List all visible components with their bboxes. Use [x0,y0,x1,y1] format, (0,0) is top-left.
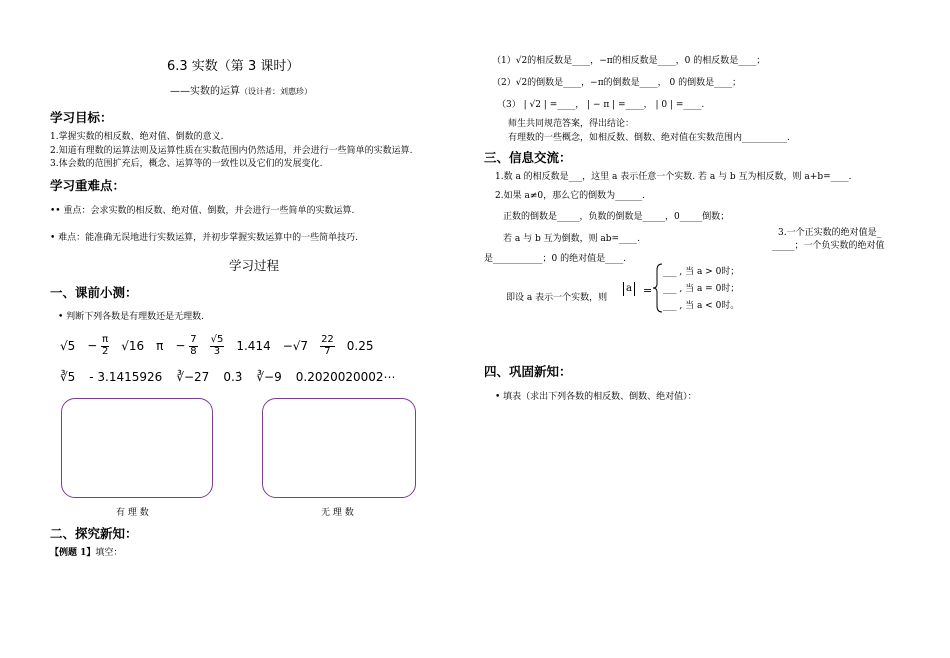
question-2: （2）√2的倒数是____，−π的倒数是____， 0 的倒数是____； [492,78,742,88]
abs-a: a [626,283,632,294]
subtitle-designer: （设计者：刘惠珍） [240,87,312,96]
num-03: 0.3̇ [223,370,243,384]
num-cbrt-neg9: ∛−9 [256,370,282,384]
info-2: 2.如果 a≠0，那么它的倒数为______. [495,191,645,201]
fraction [101,335,109,357]
example1 [50,545,122,558]
num-sqrt5: √5 [60,339,76,353]
goal-2: 2.知道有理数的运算法则及运算性质在实数范围内仍然适用，并会进行一些简单的实数运算. [50,146,413,156]
num-pi: π [156,339,164,353]
section3-heading: 三、信息交流： [484,150,572,165]
num-sqrt16: √16 [121,339,145,353]
abs-lhs [623,282,635,296]
conclusion-intro: 师生共同规范答案，得出结论： [508,119,635,129]
num-0202: 0.2020020002⋯ [295,370,396,384]
abs-case-negative: ___ , 当 a < 0时。 [663,301,740,311]
info-1: 1.数 a 的相反数是___，这里 a 表示任意一个实数. 若 a 与 b 互为相反数，则 a+b=____. [495,172,852,182]
numerator: √5 [210,334,224,345]
abs-case-positive: ___ , 当 a > 0时； [663,267,740,277]
denominator: 3 [213,345,221,357]
section1-heading: 一、课前小测： [50,285,138,300]
fill-table-instruction: • 填表（求出下列各数的相反数、倒数、绝对值）： [495,392,697,402]
numbers-row-1 [60,328,374,364]
section2-heading: 二、探究新知： [50,526,138,541]
abs-case-zero: ___ , 当 a = 0时； [663,284,740,294]
conclusion-text: 有理数的一些概念，如相反数、倒数、绝对值在实数范围内__________. [508,133,790,143]
numerator: 7 [190,334,197,345]
goal-3: 3.体会数的范围扩充后，概念、运算等的一致性以及它们的发展变化. [50,159,323,169]
info-4: 若 a 与 b 互为倒数，则 ab=____. [503,234,640,244]
num-cbrt5: ∛5 [60,370,76,384]
info-5a: 3.一个正实数的绝对值是_ [778,228,882,238]
num-cbrt-neg27: ∛−27 [176,370,210,384]
abs-equals: = [643,284,653,297]
denominator: 7 [324,345,331,357]
denominator: 2 [102,345,109,357]
section4-heading: 四、巩固新知： [484,364,572,379]
goals-heading: 学习目标： [50,110,113,125]
section1-instruction: • 判断下列各数是有理数还是无理数. [58,312,205,322]
irrational-label: 无 理 数 [321,508,354,518]
lesson-title: 6.3 实数（第 3 课时） [167,59,300,74]
num-025: 0.25̇ [346,339,374,353]
abs-lead: 即设 a 表示一个实数，则 [506,293,608,303]
num-31415926: - 3.1415926 [89,370,163,384]
rational-label: 有 理 数 [116,508,149,518]
num-1414: 1.414 [236,339,271,353]
info-6: 是___________；0 的绝对值是____. [484,254,626,264]
example1-label: 【例题 1】 [50,548,96,558]
num-sqrt5-over-3 [210,335,225,357]
question-3: （3） | √2 | =____， | − π | =____， | 0 | =____. [497,100,705,110]
num-neg-pi-over-2 [87,335,109,357]
numerator: π [102,334,109,345]
numbers-row-2 [60,368,396,386]
num-neg-sqrt7: −√7 [282,339,309,353]
rational-box[interactable] [61,398,213,498]
difficult-point: • 难点：能准确无误地进行实数运算，并初步掌握实数运算中的一些简单技巧. [50,233,359,243]
keypoints-heading: 学习重难点： [50,178,126,193]
denominator: 8 [190,345,197,357]
fraction [189,335,197,357]
num-22-over-7 [320,335,335,357]
key-point: •• 重点：会求实数的相反数、绝对值、倒数，并会进行一些简单的实数运算. [50,206,355,216]
lesson-subtitle [170,82,312,97]
goal-1: 1.掌握实数的相反数、绝对值、倒数的意义. [50,132,224,142]
numerator: 22 [321,334,334,345]
example1-text: 填空： [95,548,123,558]
info-3: 正数的倒数是_____，负数的倒数是_____，0_____倒数； [503,212,730,222]
neg-sign: − [87,338,98,353]
process-heading: 学习过程 [229,258,280,273]
num-neg-7-over-8 [175,335,197,357]
irrational-box[interactable] [262,398,416,498]
neg-sign: − [175,338,186,353]
question-1: （1）√2的相反数是____，−π的相反数是____，0 的相反数是____； [492,56,766,66]
subtitle-main: ——实数的运算 [170,86,240,97]
info-5b: _____；一个负实数的绝对值 [772,241,885,251]
